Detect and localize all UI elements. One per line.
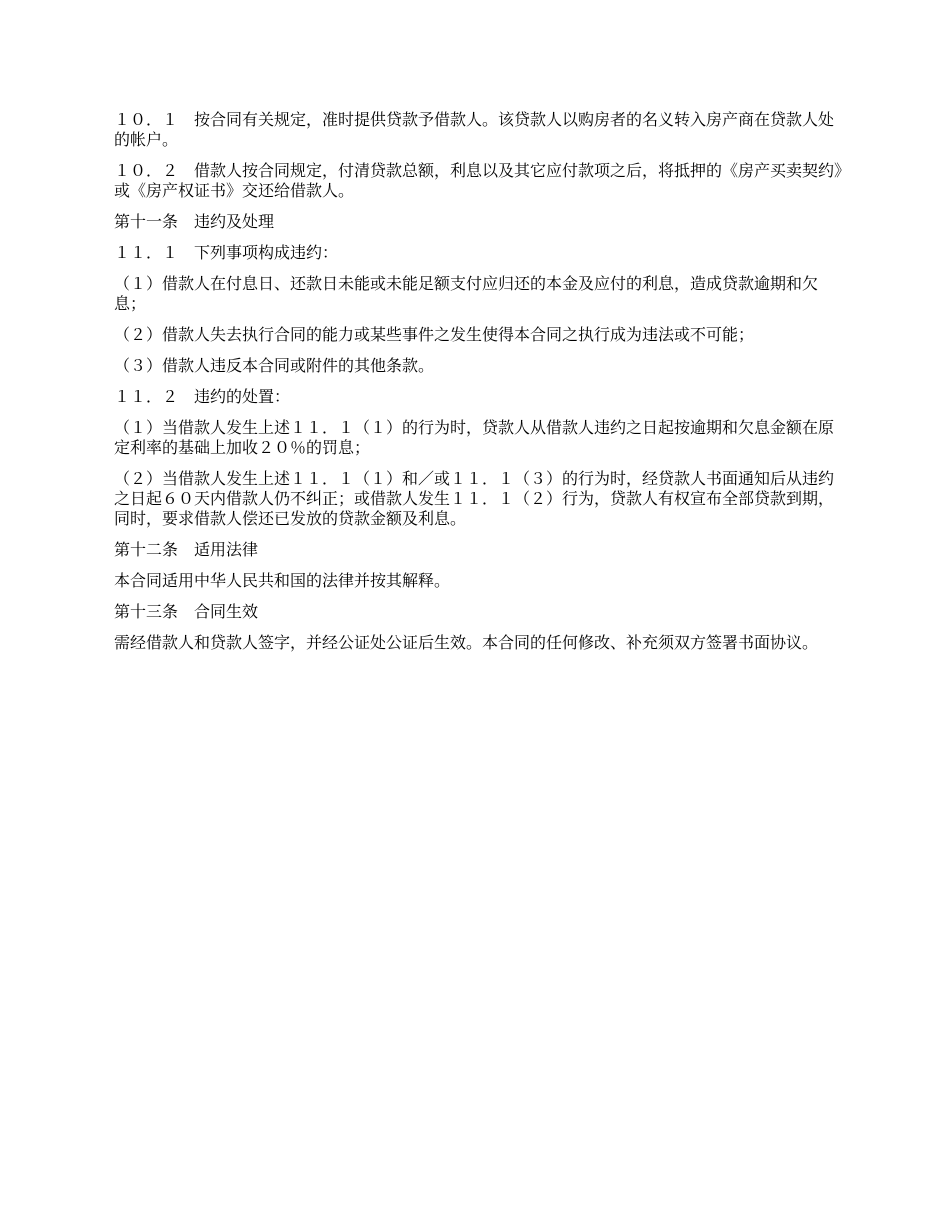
article-13-body: 需经借款人和贷款人签字，并经公证处公证后生效。本合同的任何修改、补充须双方签署书面协议。 <box>114 633 819 652</box>
clause-11-1: １１．１ 下列事项构成违约： <box>114 243 339 262</box>
clause-11-2: １１．２ 违约的处置： <box>114 387 291 406</box>
clause-10-2: １０．２ 借款人按合同规定，付清贷款总额，利息以及其它应付款项之后，将抵押的《房产买卖契约》或《房产权证书》交还给借款人。 <box>114 161 843 200</box>
document-body <box>114 110 844 664</box>
clause-11-2-item-2: （２）当借款人发生上述１１．１（１）和／或１１．１（３）的行为时，经贷款人书面通知后从违约之日起６０天内借款人仍不纠正；或借款人发生１１．１（２）行为，贷款人有权宣布全部贷款到期，同时，要求借款人偿还已发放的贷款金额及利息。 <box>114 469 835 528</box>
clause-11-2-item-1: （１）当借款人发生上述１１．１（１）的行为时，贷款人从借款人违约之日起按逾期和欠息金额在原定利率的基础上加收２０％的罚息； <box>114 418 835 457</box>
article-13-heading: 第十三条 合同生效 <box>114 602 259 621</box>
clause-11-1-item-3: （３）借款人违反本合同或附件的其他条款。 <box>114 356 435 375</box>
clause-11-1-item-1: （１）借款人在付息日、还款日未能或未能足额支付应归还的本金及应付的利息，造成贷款逾期和欠息； <box>114 274 819 313</box>
article-12-body: 本合同适用中华人民共和国的法律并按其解释。 <box>114 571 451 590</box>
article-11-heading: 第十一条 违约及处理 <box>114 212 275 231</box>
clause-11-1-item-2: （２）借款人失去执行合同的能力或某些事件之发生使得本合同之执行成为违法或不可能； <box>114 325 755 344</box>
clause-10-1: １０．１ 按合同有关规定，准时提供贷款予借款人。该贷款人以购房者的名义转入房产商在贷款人处的帐户。 <box>114 110 835 149</box>
article-12-heading: 第十二条 适用法律 <box>114 540 259 559</box>
